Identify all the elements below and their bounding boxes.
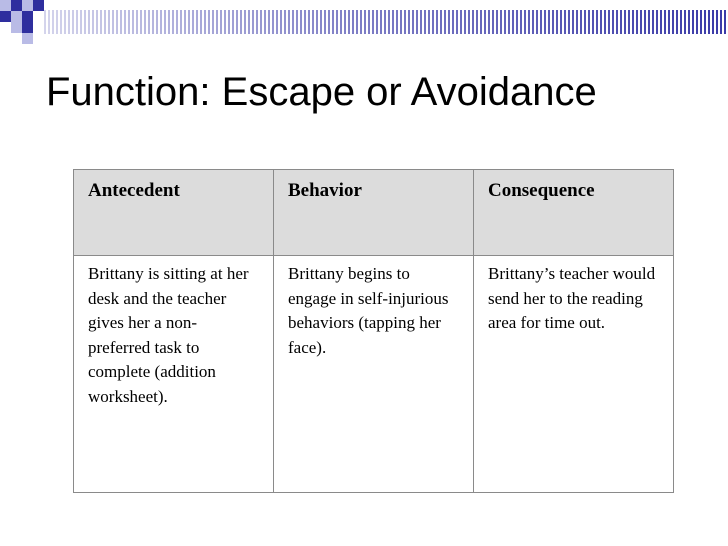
- cell-behavior: Brittany begins to engage in self-injurious behaviors (tapping her face).: [274, 256, 474, 493]
- cell-consequence: Brittany’s teacher would send her to the reading area for time out.: [474, 256, 674, 493]
- striped-banner-fade: [44, 10, 728, 34]
- decor-square: [0, 11, 11, 22]
- table-row: [74, 256, 674, 493]
- header-decoration: [0, 0, 728, 46]
- decor-square: [22, 22, 33, 33]
- header-antecedent: Antecedent: [74, 170, 274, 256]
- decor-square: [11, 0, 22, 11]
- decor-square: [22, 0, 33, 11]
- abc-table: [73, 169, 674, 493]
- table-header-row: [74, 170, 674, 256]
- decor-square: [22, 33, 33, 44]
- cell-antecedent: Brittany is sitting at her desk and the teacher gives her a non-preferred task to complete (addition worksheet).: [74, 256, 274, 493]
- slide-title: Function: Escape or Avoidance: [46, 70, 597, 114]
- header-behavior: Behavior: [274, 170, 474, 256]
- decor-square: [0, 0, 11, 11]
- decor-square: [11, 11, 22, 22]
- decor-square: [22, 11, 33, 22]
- decor-square: [33, 0, 44, 11]
- header-consequence: Consequence: [474, 170, 674, 256]
- decor-square: [11, 22, 22, 33]
